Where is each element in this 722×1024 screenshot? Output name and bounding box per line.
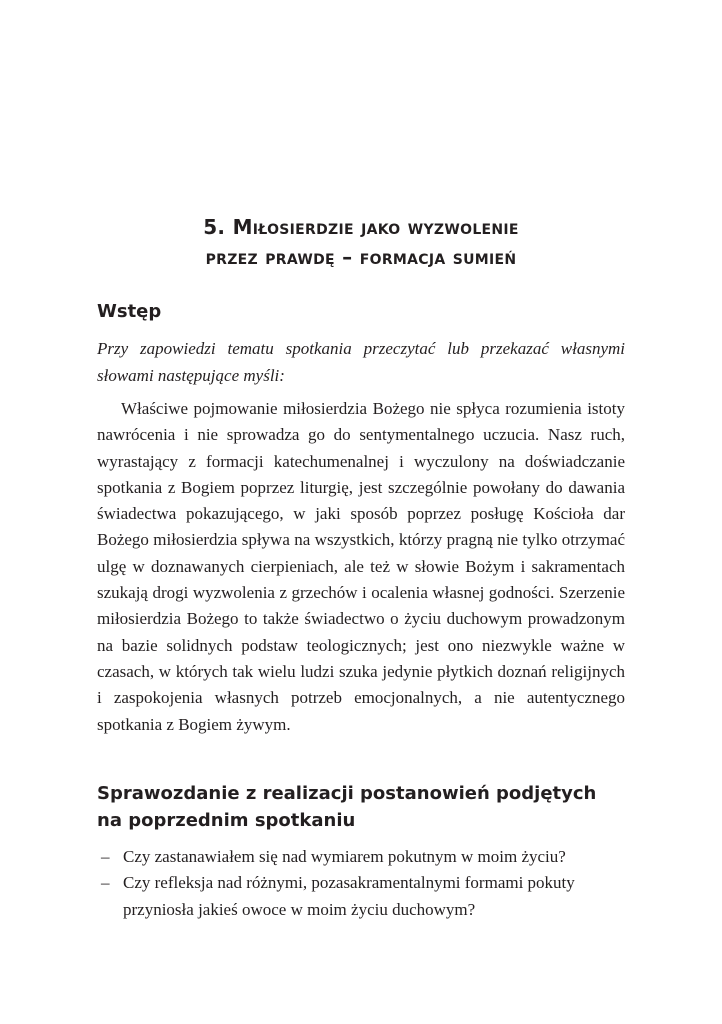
list-bullet: –	[101, 873, 110, 893]
list-item	[97, 870, 625, 923]
report-heading	[97, 780, 625, 834]
intro-instruction: Przy zapowiedzi tematu spotkania przeczytać lub przekazać własnymi słowami następujące myśli:	[97, 339, 625, 385]
question-text: Czy zastanawiałem się nad wymiarem pokutnym w moim życiu?	[123, 847, 566, 866]
list-bullet: –	[101, 847, 110, 866]
intro-body-paragraph: Właściwe pojmowanie miłosierdzia Bożego nie spłyca rozumienia istoty nawrócenia i nie sprowadza go do sentymentalnego uczucia. Nasz ruch, wyrastający z formacji katechumenalnej i wyczulony na doświadczanie spotkania z Bogiem poprzez liturgię, jest szczególnie powołany do dawania świadectwa pokazującego, w jaki sposób poprzez posługę Kościoła dar Bożego miłosierdzia spływa na wszystkich, którzy pragną nie tylko otrzymać ulgę w doznawanych cierpieniach, ale też w słowie Bożym i sakramentach szukają drogi wyzwolenia z grzechów i ocalenia własnej godności. Szerzenie miłosierdzia Bożego to także świadectwo o życiu duchowym prowadzonym na bazie solidnych podstaw teologicznych; jest ono niezwykle ważne w czasach, w których tak wielu ludzi szuka jedynie płytkich doznań religijnych i zaspokojenia własnych potrzeb emocjonalnych, a nie autentycznego spotkania z Bogiem żywym.	[97, 399, 625, 734]
report-heading-line-1: Sprawozdanie z realizacji postanowień podjętych	[97, 783, 597, 804]
question-list	[97, 844, 625, 923]
report-heading-line-2: na poprzednim spotkaniu	[97, 810, 356, 831]
chapter-title-line-2: przez prawdę – formacja sumień	[205, 245, 517, 270]
list-item	[97, 844, 625, 870]
chapter-title	[97, 212, 625, 272]
question-text: Czy refleksja nad różnymi, pozasakramentalnymi formami pokuty przyniosła jakieś owoce w moim życiu duchowym?	[123, 873, 575, 919]
chapter-title-line-1: 5. Miłosierdzie jako wyzwolenie	[203, 215, 519, 240]
intro-heading: Wstęp	[97, 301, 162, 322]
